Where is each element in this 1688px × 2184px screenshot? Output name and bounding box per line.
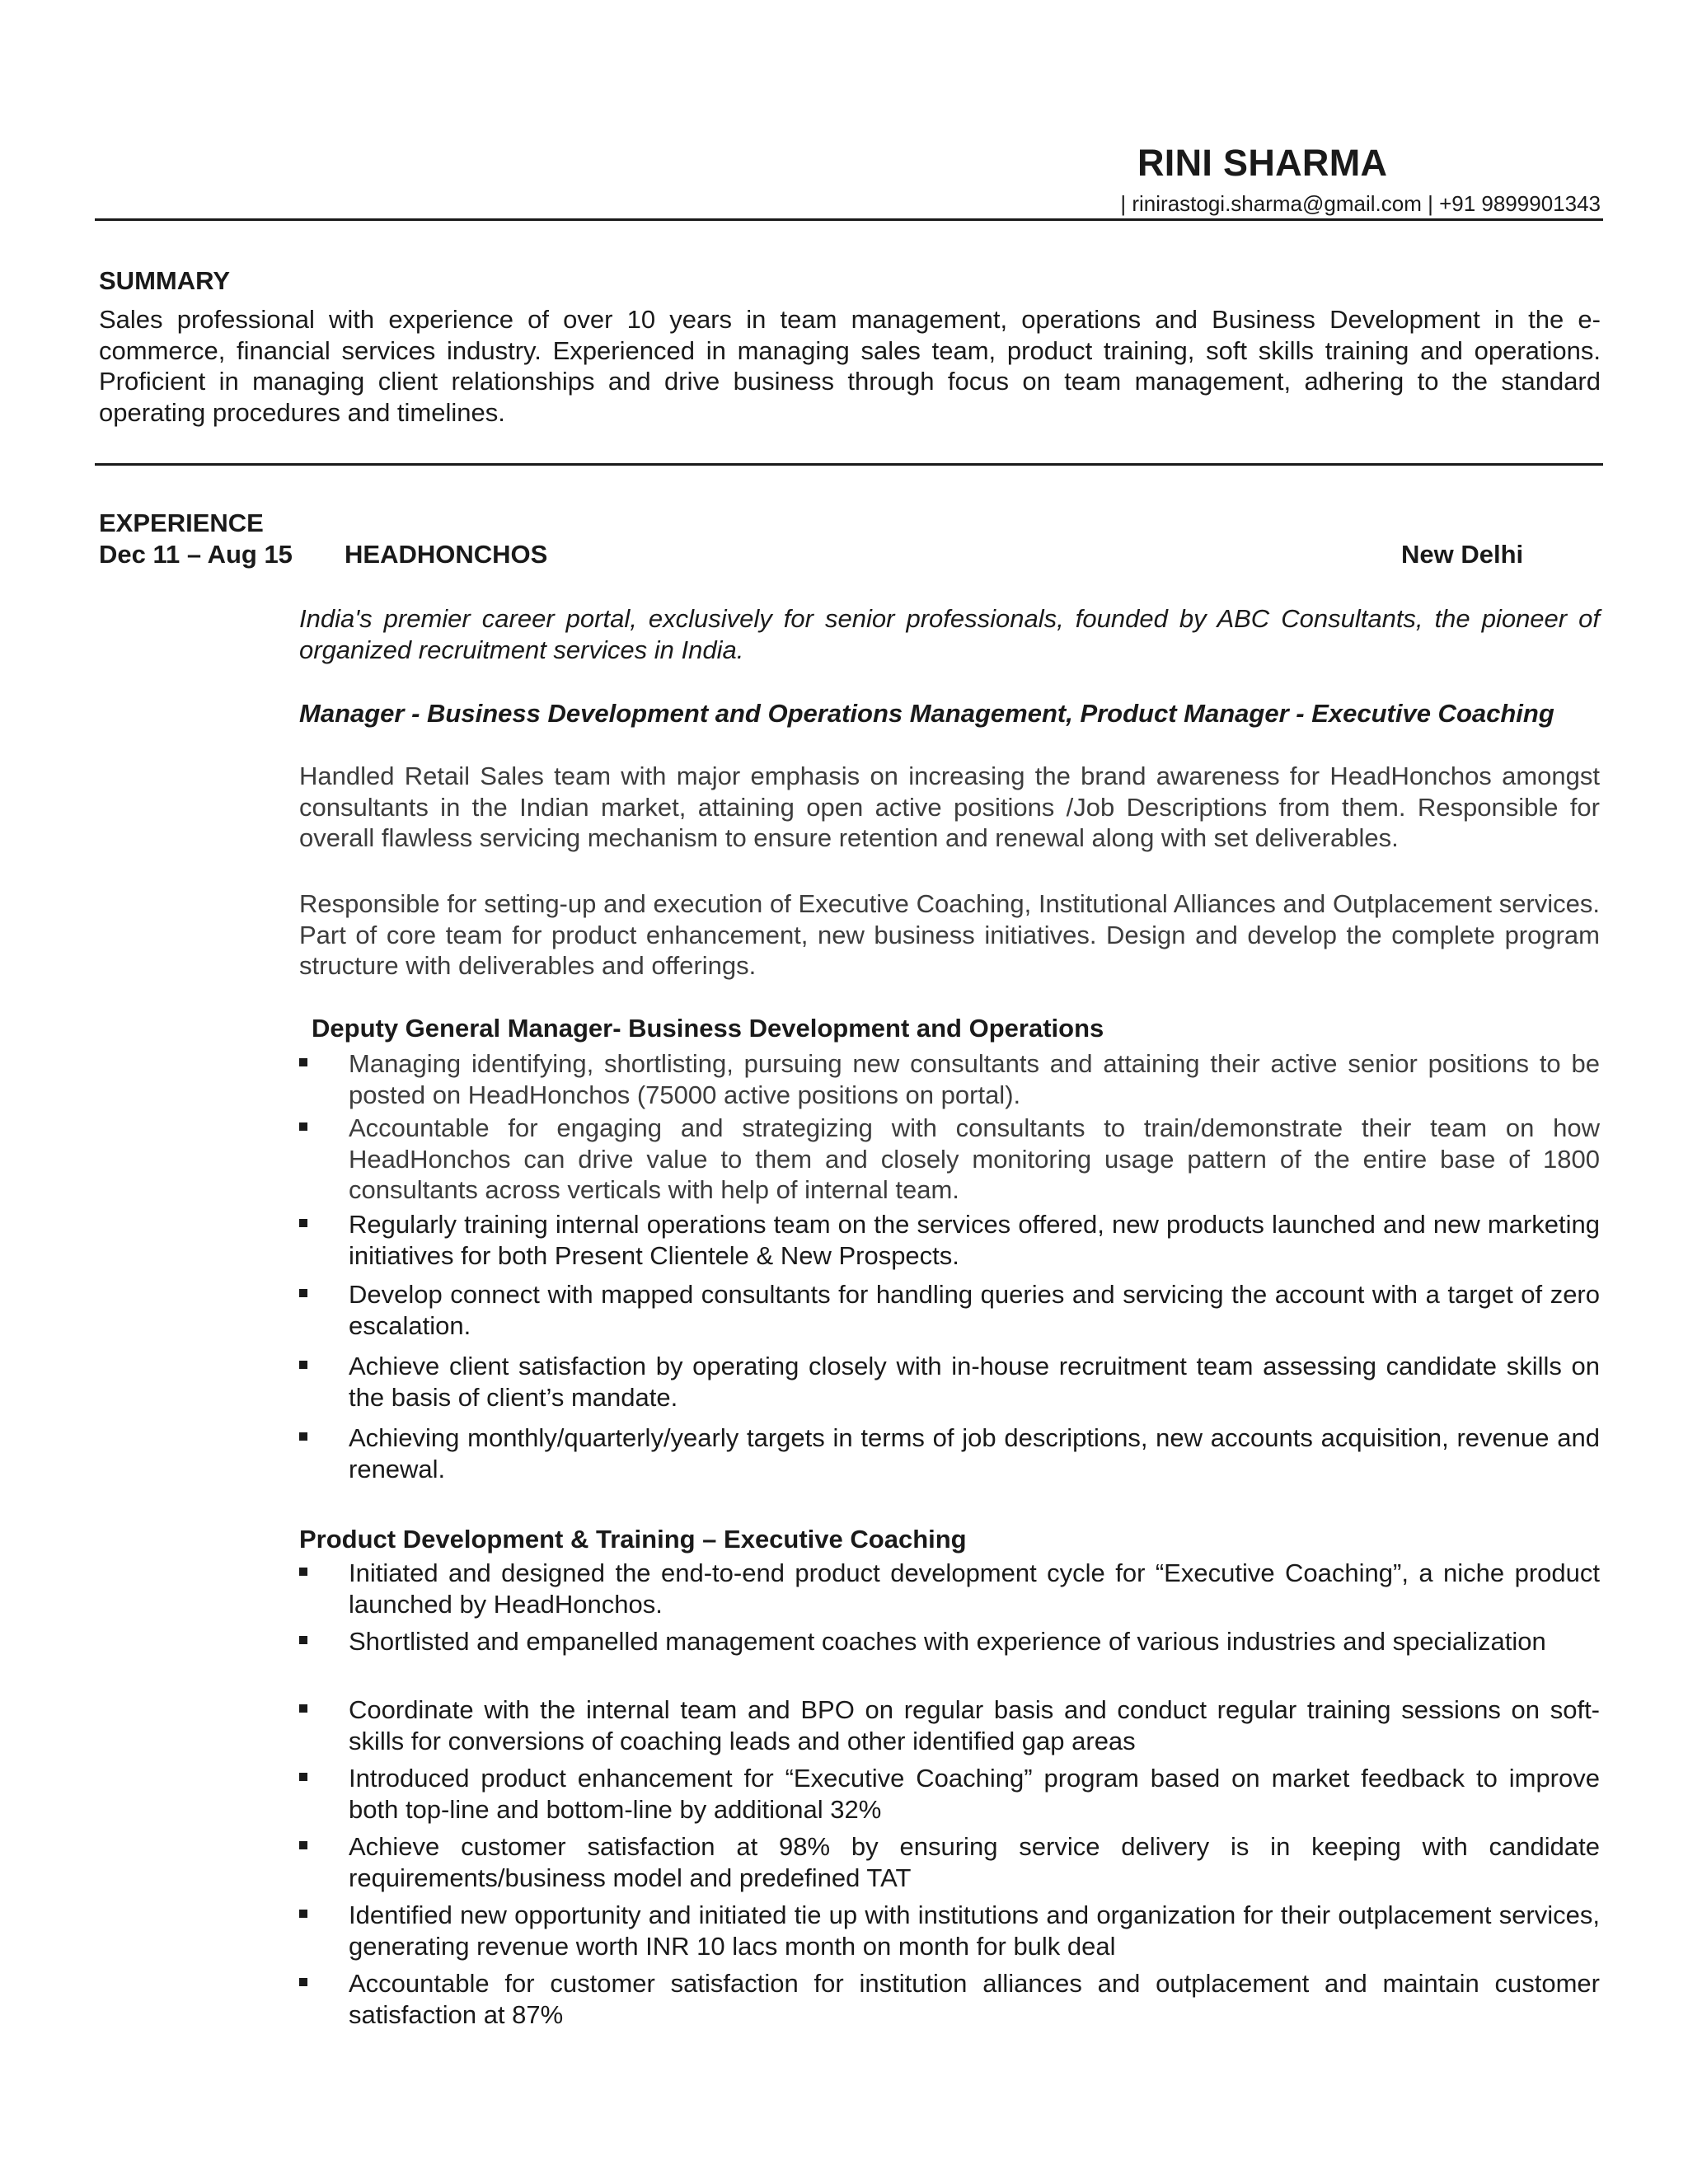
bullet-icon (299, 1978, 307, 1986)
candidate-name: RINI SHARMA (1137, 142, 1388, 184)
list-item: Develop connect with mapped consultants for handling queries and servicing the account with a target of zero escalation. (299, 1279, 1600, 1341)
bullet-icon (299, 1568, 307, 1576)
list-item: Initiated and designed the end-to-end product development cycle for “Executive Coaching”, a niche product launched by HeadHonchos. (299, 1558, 1600, 1619)
bullet-icon (299, 1219, 307, 1227)
experience-heading: EXPERIENCE (99, 509, 264, 537)
bullet-icon (299, 1636, 307, 1644)
role-title: Manager - Business Development and Operations Management, Product Manager - Executive Coaching (299, 699, 1554, 728)
bullet-icon (299, 1122, 307, 1131)
bullet-icon (299, 1058, 307, 1066)
list-item: Identified new opportunity and initiated tie up with institutions and organization for their outplacement services, generating revenue worth INR 10 lacs month on month for bulk deal (299, 1900, 1600, 1961)
list-item: Achieve client satisfaction by operating closely with in-house recruitment team assessing candidate skills on the basis of client’s mandate. (299, 1351, 1600, 1413)
contact-info: | rinirastogi.sharma@gmail.com | +91 9899901343 (1120, 191, 1601, 216)
list-item: Shortlisted and empanelled management coaches with experience of various industries and specialization (299, 1626, 1600, 1657)
list-item: Achieve customer satisfaction at 98% by ensuring service delivery is in keeping with candidate requirements/business model and predefined TAT (299, 1831, 1600, 1893)
list-item: Regularly training internal operations team on the services offered, new products launched and new marketing initiatives for both Present Clientele & New Prospects. (299, 1209, 1600, 1271)
list-item: Managing identifying, shortlisting, pursuing new consultants and attaining their active senior positions to be posted on HeadHonchos (75000 active positions on portal). (299, 1048, 1600, 1110)
bullet-icon (299, 1289, 307, 1297)
bullet-icon (299, 1910, 307, 1918)
bullet-icon (299, 1704, 307, 1713)
list-item: Accountable for engaging and strategizing with consultants to train/demonstrate their team on how HeadHonchos can drive value to them and closely monitoring usage pattern of the entire base of 1800 consultants across verticals with help of internal team. (299, 1113, 1600, 1206)
list-item: Coordinate with the internal team and BPO on regular basis and conduct regular training sessions on soft-skills for conversions of coaching leads and other identified gap areas (299, 1694, 1600, 1756)
bullet-icon (299, 1432, 307, 1441)
role-description-2: Responsible for setting-up and execution of Executive Coaching, Institutional Alliances and Outplacement services. Part of core team for product enhancement, new business initiatives. Design and develop the complete program structure with deliverables and offerings. (299, 889, 1600, 980)
job-location: New Delhi (1401, 540, 1524, 569)
role-description-1: Handled Retail Sales team with major emphasis on increasing the brand awareness for HeadHonchos amongst consultants in the Indian market, attaining open active positions /Job Descriptions from them. Responsible for overall flawless servicing mechanism to ensure retention and renewal along with set deliverables. (299, 762, 1600, 852)
list-item: Introduced product enhancement for “Executive Coaching” program based on market feedback to improve both top-line and bottom-line by additional 32% (299, 1763, 1600, 1825)
company-description: India's premier career portal, exclusively for senior professionals, founded by ABC Consultants, the pioneer of organized recruitment services in India. (299, 604, 1600, 664)
product-section-title: Product Development & Training – Executive Coaching (299, 1525, 967, 1554)
summary-heading: SUMMARY (99, 266, 231, 295)
header-divider (95, 218, 1603, 221)
company-name: HEADHONCHOS (345, 540, 548, 569)
summary-divider (95, 463, 1603, 466)
list-item: Accountable for customer satisfaction for institution alliances and outplacement and maintain customer satisfaction at 87% (299, 1968, 1600, 2030)
bullet-icon (299, 1361, 307, 1369)
job-dates: Dec 11 – Aug 15 (99, 540, 293, 569)
dgm-section-title: Deputy General Manager- Business Development and Operations (312, 1014, 1104, 1043)
summary-text: Sales professional with experience of over 10 years in team management, operations and Business Development in the e-commerce, financial services industry. Experienced in managing sales team, product training, soft skills training and operations. Proficient in managing client relationships and drive business through focus on team management, adhering to the standard operating procedures and timelines. (99, 305, 1601, 427)
bullet-icon (299, 1773, 307, 1781)
list-item: Achieving monthly/quarterly/yearly targets in terms of job descriptions, new accounts acquisition, revenue and renewal. (299, 1422, 1600, 1484)
bullet-icon (299, 1841, 307, 1849)
